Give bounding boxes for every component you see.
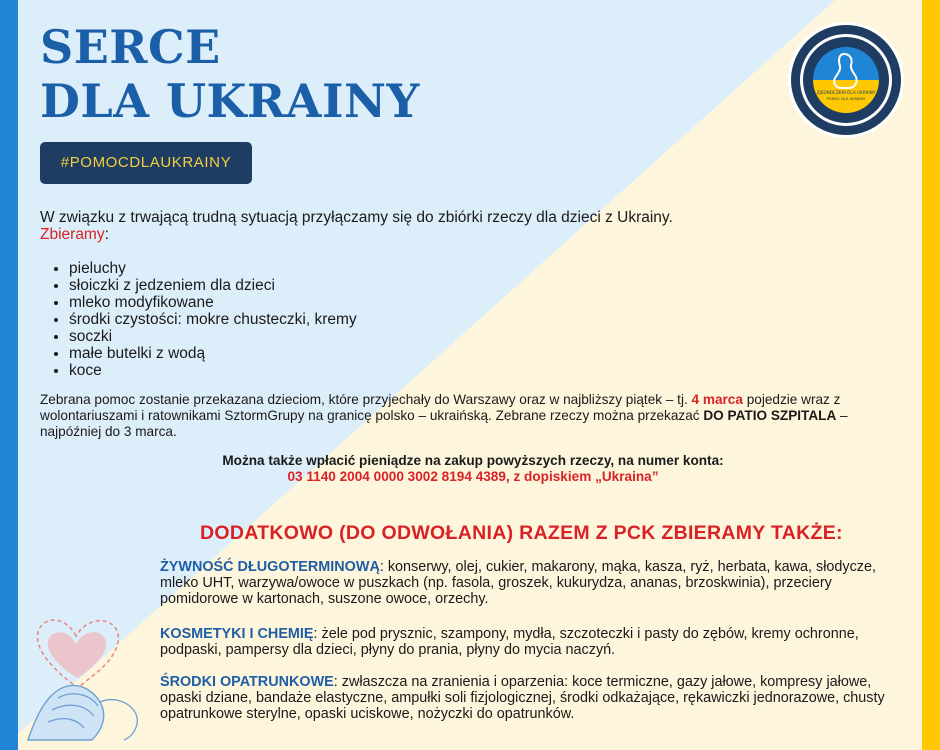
category-cosmetics-label: KOSMETYKI I CHEMIĘ bbox=[160, 626, 314, 642]
list-item: • mleko modyfikowane bbox=[69, 294, 357, 311]
list-item: • słoiczki z jedzeniem dla dzieci bbox=[69, 277, 357, 294]
hashtag-badge: #POMOCDLAUKRAINY bbox=[40, 142, 252, 184]
organization-logo bbox=[786, 20, 906, 140]
left-blue-stripe bbox=[0, 0, 18, 750]
delivery-text-3: – najpóźniej do 3 marca. bbox=[40, 408, 848, 439]
list-item: • koce bbox=[69, 362, 357, 379]
category-food-label: ŻYWNOŚĆ DŁUGOTERMINOWĄ bbox=[160, 559, 380, 575]
category-food bbox=[160, 559, 910, 607]
category-food-text: : konserwy, olej, cukier, makarony, mąka, kasza, ryż, herbata, kawa, słodycze, mleko UHT, warzywa/owoce w puszkach (np. fasola, groszek, kukurydza, ananas, brzoskwinia), przeciery pomidorowe w kartonach, suszone owoce, orzechy. bbox=[160, 559, 876, 607]
title-line-2: DLA UKRAINY bbox=[40, 74, 420, 128]
donation-text: Można także wpłacić pieniądze na zakup powyższych rzeczy, na numer konta: bbox=[222, 453, 724, 468]
category-cosmetics-text: : żele pod prysznic, szampony, mydła, szczoteczki i pasty do zębów, kremy ochronne, podpaski, pampersy dla dzieci, płyny do prania, płyny do mycia naczyń. bbox=[160, 626, 859, 658]
heart-hands-illustration bbox=[18, 590, 168, 750]
right-yellow-stripe bbox=[922, 0, 940, 750]
delivery-text-2: pojedzie wraz z wolontariuszami i ratownikami SztormGrupy na granicę polsko – ukraińską. Zebrane rzeczy można przekazać bbox=[40, 392, 841, 423]
delivery-paragraph bbox=[40, 392, 896, 440]
delivery-date: 4 marca bbox=[691, 392, 743, 407]
intro-block bbox=[40, 209, 673, 243]
category-cosmetics bbox=[160, 626, 910, 658]
bank-account-number: 03 1140 2004 0000 3002 8194 4389, z dopiskiem „Ukraina” bbox=[287, 469, 659, 484]
category-medical bbox=[160, 674, 910, 722]
list-item: • soczki bbox=[69, 328, 357, 345]
intro-text: W związku z trwającą trudną sytuacją przyłączamy się do zbiórki rzeczy dla dzieci z Ukrainy. bbox=[40, 209, 673, 226]
extra-collection-heading: DODATKOWO (DO ODWOŁANIA) RAZEM Z PCK ZBIERAMY TAKŻE: bbox=[200, 522, 843, 544]
donation-block bbox=[40, 453, 906, 485]
list-item: • środki czystości: mokre chusteczki, kremy bbox=[69, 311, 357, 328]
collect-line bbox=[40, 226, 673, 243]
collected-items-list bbox=[48, 260, 357, 379]
list-item: • pieluchy bbox=[69, 260, 357, 277]
list-item: • małe butelki z wodą bbox=[69, 345, 357, 362]
page-title bbox=[40, 20, 420, 128]
delivery-place: DO PATIO SZPITALA bbox=[703, 408, 837, 423]
logo-text-1: ZJEDNOCZENI DLA UKRAINY bbox=[816, 90, 876, 95]
delivery-text-1: Zebrana pomoc zostanie przekazana dzieciom, które przyjechały do Warszawy oraz w najbliższy piątek – tj. bbox=[40, 392, 692, 407]
collect-label: Zbieramy bbox=[40, 226, 105, 243]
collect-colon: : bbox=[104, 226, 109, 243]
category-medical-label: ŚRODKI OPATRUNKOWE bbox=[160, 674, 334, 690]
logo-text-2: POMOC DLA UKRAINY bbox=[826, 97, 866, 101]
category-medical-text: : zwłaszcza na zranienia i oparzenia: koce termiczne, gazy jałowe, kompresy jałowe, opaski dziane, bandaże elastyczne, ampułki soli fizjologicznej, środki odkażające, rękawiczki jednorazowe, chusty opatrunkowe sterylne, opaski uciskowe, nożyczki do opatrunków. bbox=[160, 674, 885, 722]
title-line-1: SERCE bbox=[40, 20, 221, 74]
